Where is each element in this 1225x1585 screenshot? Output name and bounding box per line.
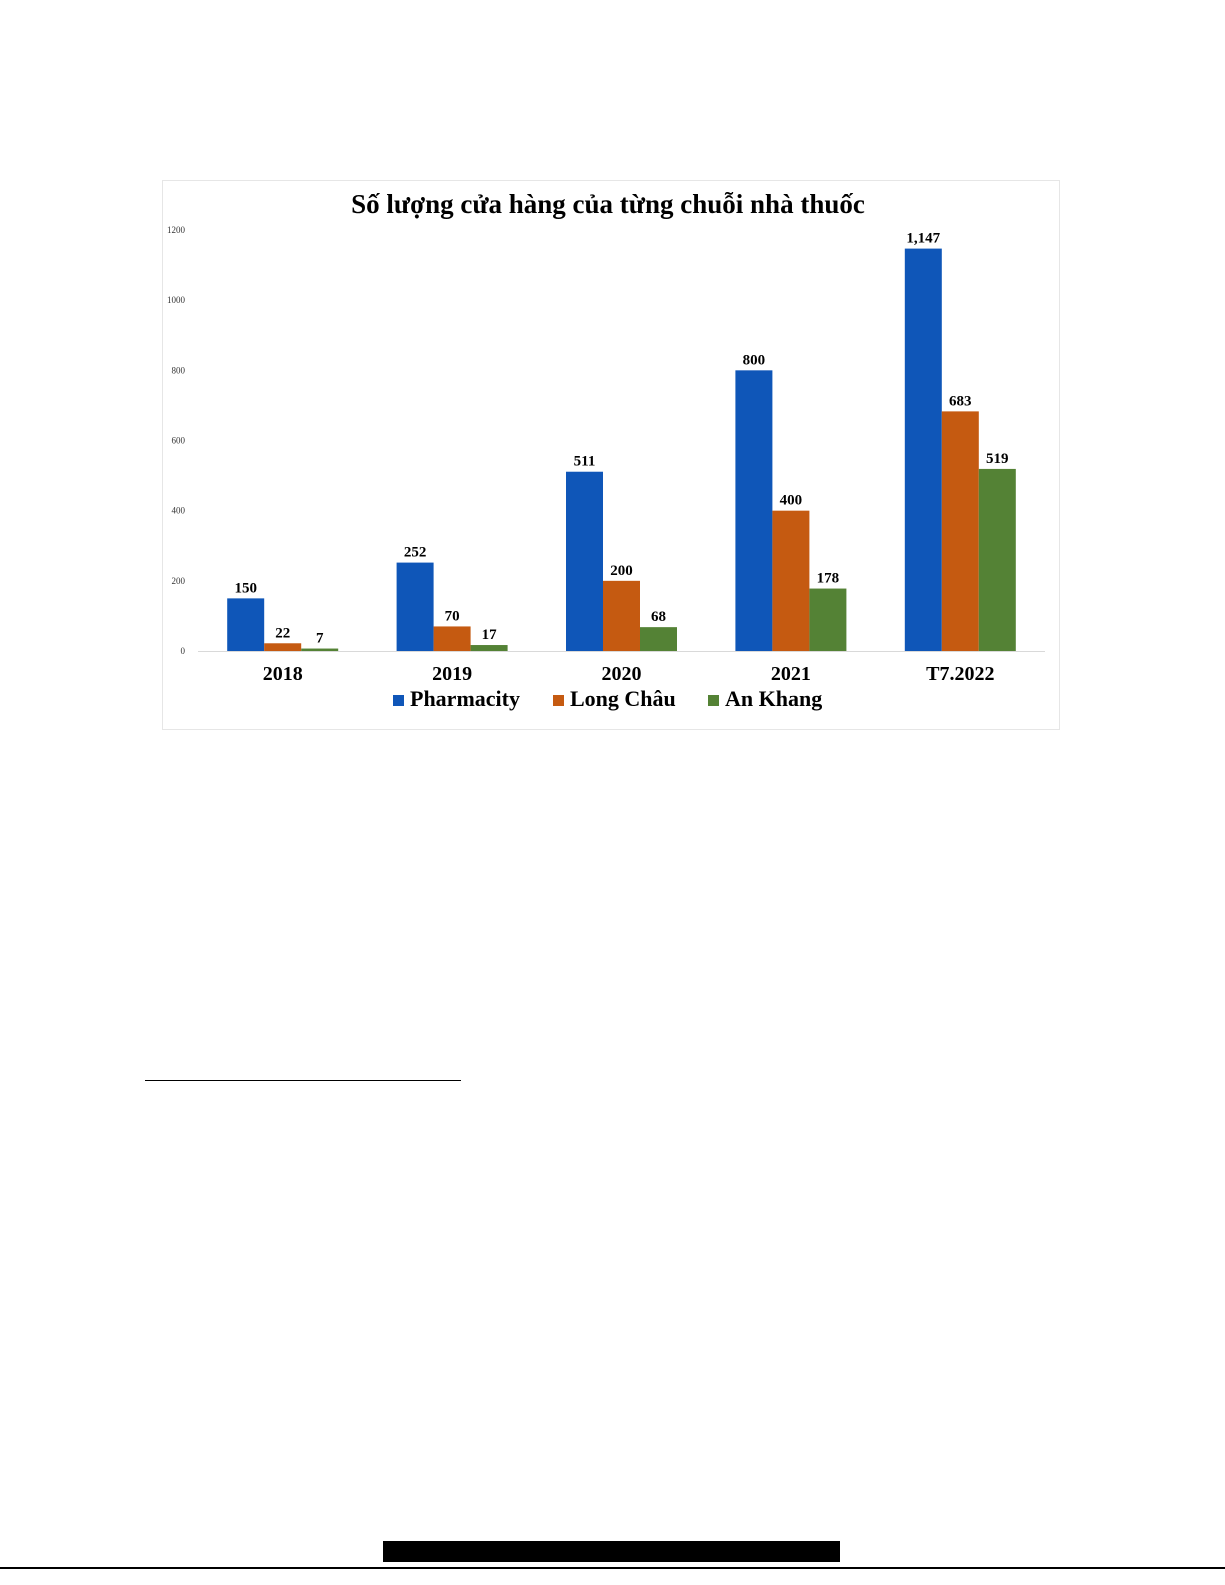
bar-an-khang <box>301 649 338 651</box>
data-label: 7 <box>315 630 324 647</box>
bar-an-khang <box>809 589 846 651</box>
page-bottom-rule <box>0 1567 1225 1569</box>
data-label: 683 <box>949 393 972 410</box>
x-tick-label: 2021 <box>770 663 811 685</box>
y-tick-label: 200 <box>171 575 185 586</box>
data-label: 22 <box>275 625 291 642</box>
bar-long-châu <box>942 411 979 651</box>
x-tick-label: 2018 <box>262 663 303 685</box>
data-label: 511 <box>573 453 596 470</box>
bar-long-châu <box>772 511 809 651</box>
bar-pharmacity <box>227 598 264 651</box>
bar-an-khang <box>471 645 508 651</box>
legend-label: An Khang <box>725 686 823 711</box>
bars <box>227 231 1016 651</box>
bar-chart <box>163 181 1061 731</box>
data-label: 519 <box>986 450 1009 467</box>
legend <box>393 686 822 711</box>
bar-an-khang <box>979 469 1016 651</box>
data-label: 252 <box>403 544 427 561</box>
data-label: 150 <box>234 580 257 597</box>
x-tick-label: 2020 <box>601 663 642 685</box>
data-label: 800 <box>742 352 766 369</box>
y-tick-label: 400 <box>171 505 185 516</box>
bar-pharmacity <box>905 249 942 651</box>
data-label: 400 <box>779 492 803 509</box>
bar-long-châu <box>434 626 471 651</box>
chart-title: Số lượng cửa hàng của từng chuỗi nhà thuốc <box>351 189 865 219</box>
y-tick-label: 1200 <box>167 225 185 235</box>
legend-label: Pharmacity <box>410 686 520 711</box>
legend-swatch-long-châu <box>553 695 564 706</box>
footer-redaction-bar <box>383 1541 840 1562</box>
bar-pharmacity <box>397 563 434 651</box>
y-tick-label: 0 <box>180 646 185 656</box>
footnote-separator <box>145 1080 461 1081</box>
legend-swatch-pharmacity <box>393 695 404 706</box>
x-tick-label: T7.2022 <box>926 663 995 685</box>
data-label: 70 <box>444 608 460 625</box>
data-label: 17 <box>481 627 497 644</box>
y-tick-label: 800 <box>171 365 185 376</box>
legend-label: Long Châu <box>570 686 676 711</box>
x-tick-label: 2019 <box>432 663 473 685</box>
data-label: 68 <box>651 609 666 626</box>
bar-long-châu <box>603 581 640 651</box>
y-tick-label: 600 <box>171 435 185 446</box>
bar-pharmacity <box>735 370 772 651</box>
data-label: 200 <box>610 562 633 579</box>
bar-long-châu <box>264 643 301 651</box>
y-tick-label: 1000 <box>167 295 185 306</box>
bar-an-khang <box>640 627 677 651</box>
chart-container <box>162 180 1060 730</box>
data-label: 178 <box>816 570 840 587</box>
legend-swatch-an-khang <box>708 695 719 706</box>
x-axis <box>198 652 1045 686</box>
data-label: 1,147 <box>906 230 941 247</box>
bar-pharmacity <box>566 472 603 651</box>
y-axis <box>167 225 186 656</box>
